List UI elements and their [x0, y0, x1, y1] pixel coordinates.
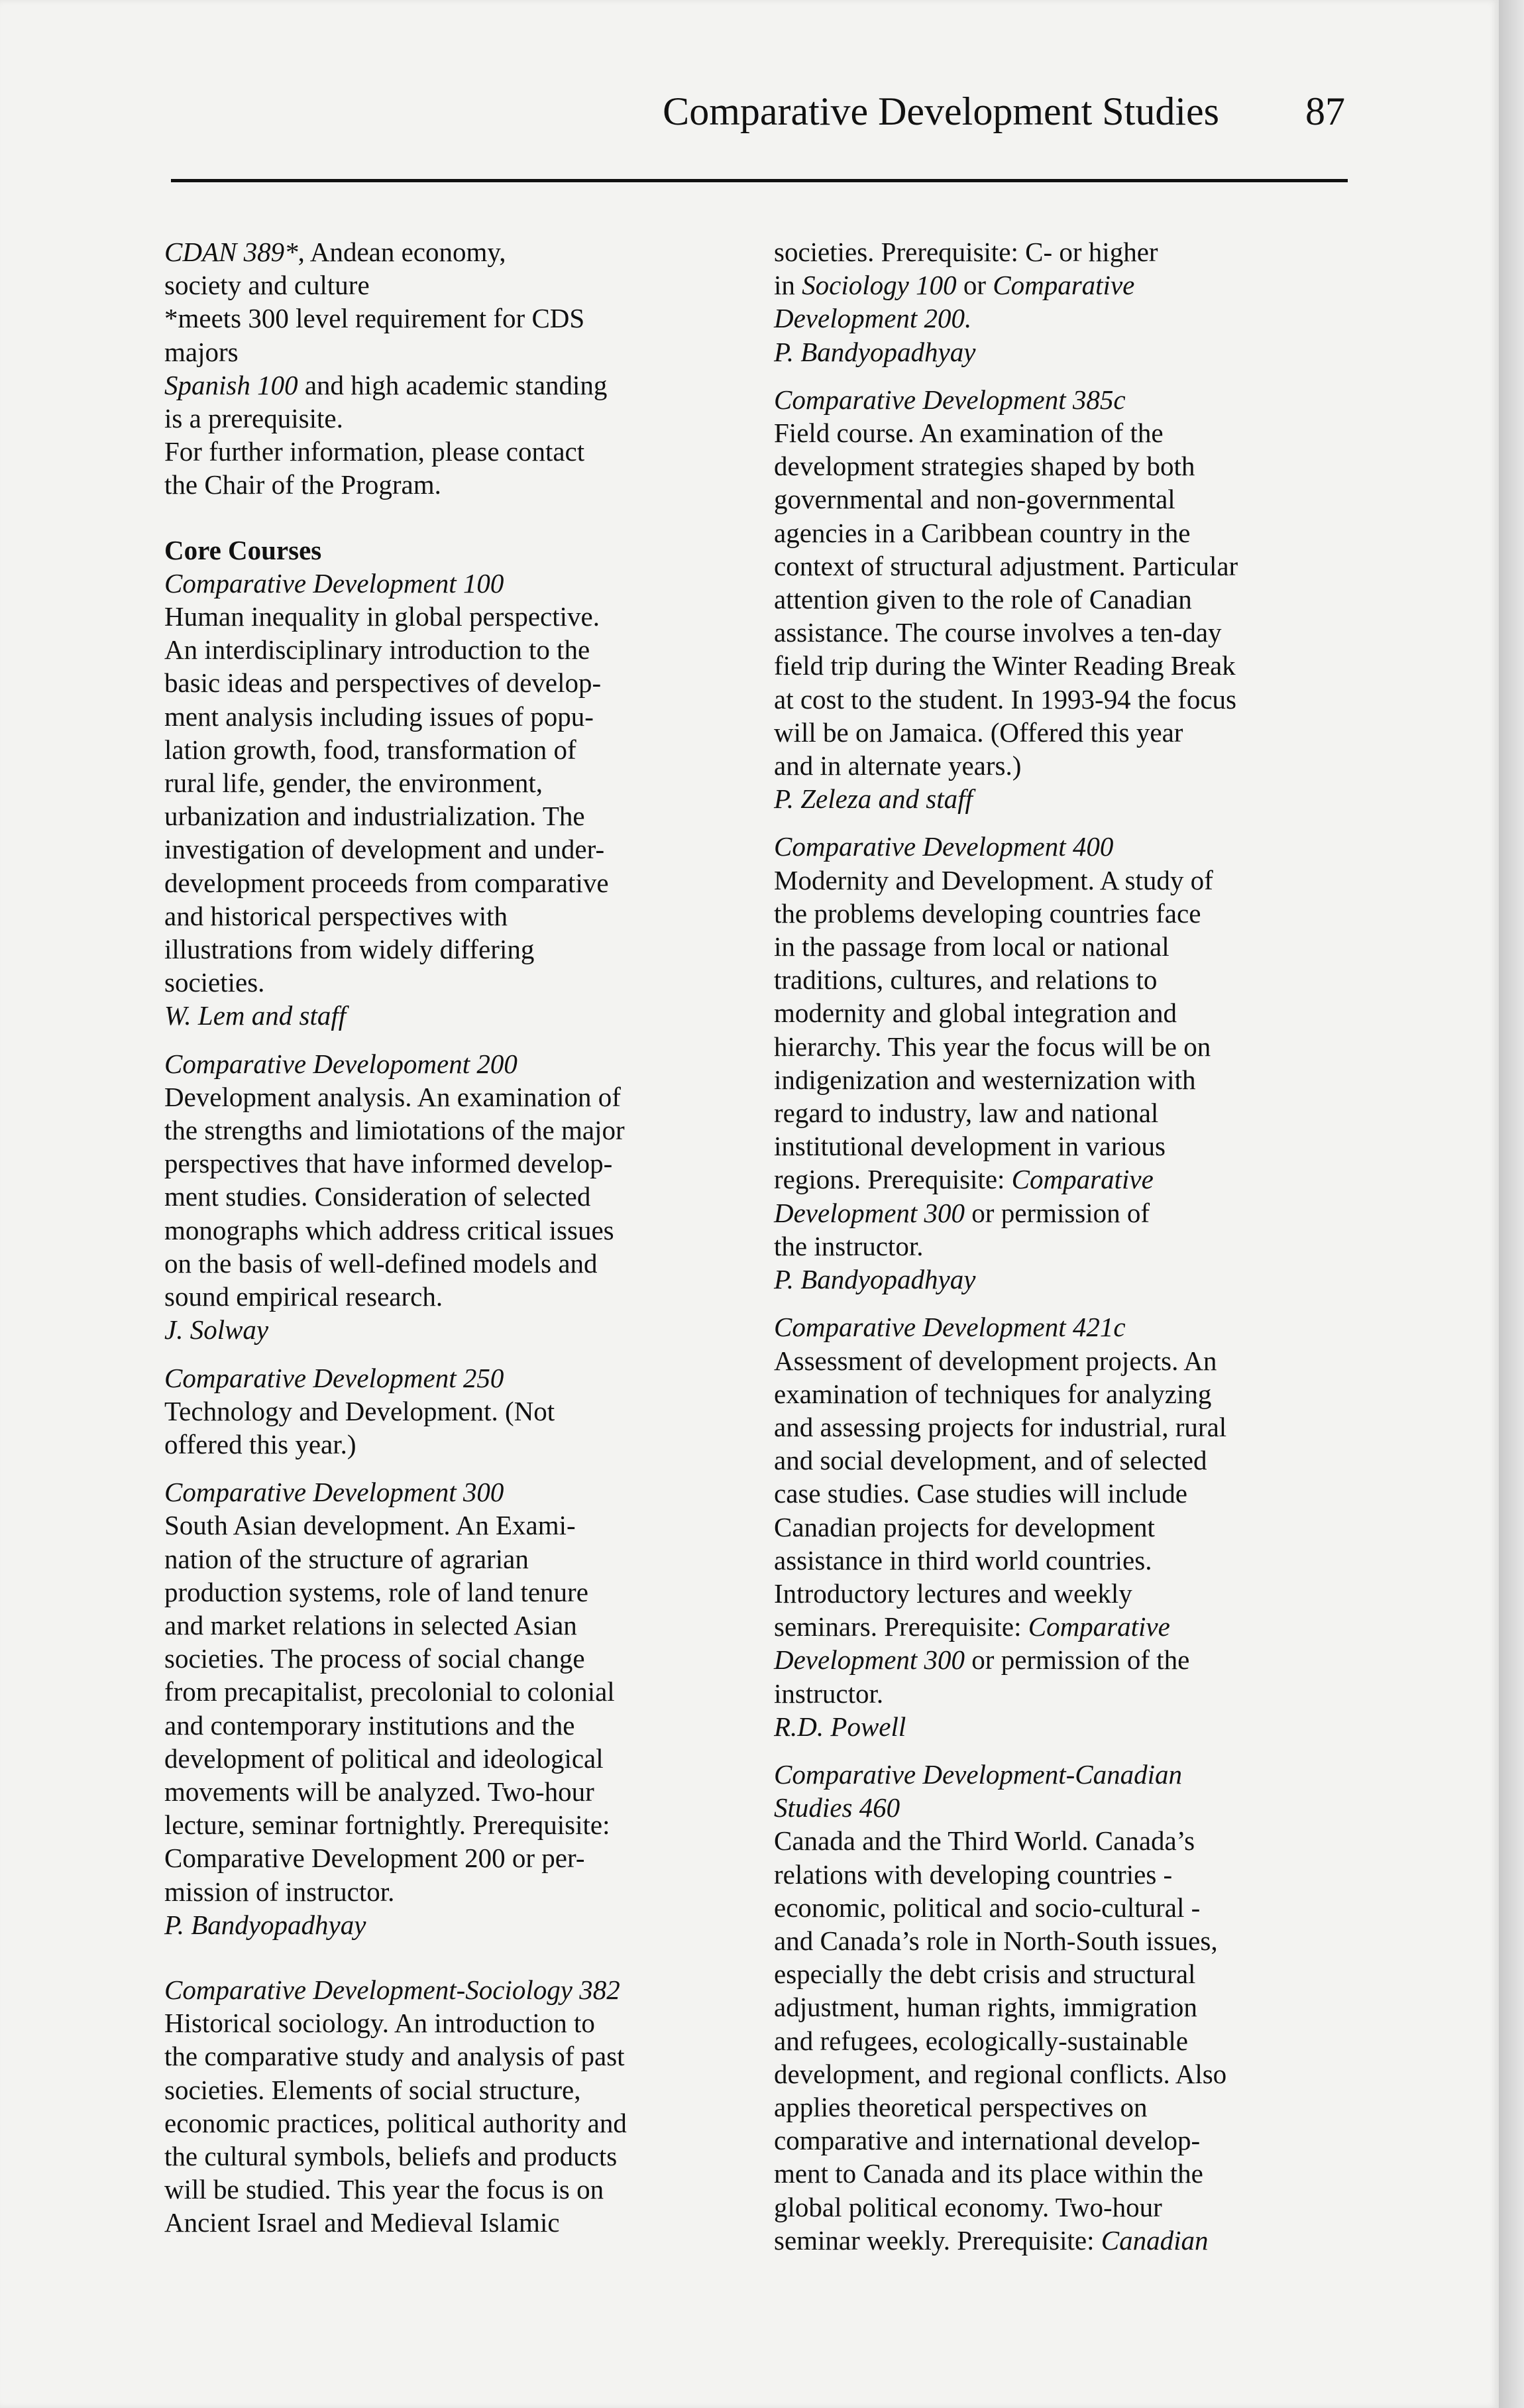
instructor: W. Lem and staff: [164, 1000, 347, 1031]
course-title: Comparative Developoment 200: [164, 1048, 517, 1079]
text-line: will be studied. This year the focus is on: [164, 2174, 604, 2205]
text-line: the Chair of the Program.: [164, 469, 441, 500]
text-line: societies. Elements of social structure,: [164, 2074, 581, 2105]
text-line: ment studies. Consideration of selected: [164, 1181, 591, 1212]
prereq-course: Development 300: [774, 1644, 965, 1676]
text-line: For further information, please contact: [164, 436, 585, 467]
text-line: perspectives that have informed develop-: [164, 1148, 613, 1179]
text-fragment: or: [956, 270, 993, 301]
text-fragment: regions. Prerequisite:: [774, 1164, 1012, 1195]
course-title: Comparative Development 400: [774, 831, 1114, 862]
text-line: Modernity and Development. A study of: [774, 864, 1213, 895]
text-line: Technology and Development. (Not: [164, 1395, 555, 1426]
text-fragment: seminar weekly. Prerequisite:: [774, 2224, 1101, 2256]
prereq-course: Comparative: [1011, 1164, 1154, 1195]
text-line: Comparative Development 200 or per-: [164, 1843, 585, 1874]
text-line: and market relations in selected Asian: [164, 1609, 577, 1640]
text-line: the comparative study and analysis of past: [164, 2041, 625, 2072]
text-line: in the passage from local or national: [774, 931, 1170, 962]
text-line: indigenization and westernization with: [774, 1064, 1196, 1095]
text-line: on the basis of well-defined models and: [164, 1247, 598, 1279]
text-line: South Asian development. An Exami-: [164, 1510, 576, 1541]
text-line: Field course. An examination of the: [774, 418, 1164, 449]
text-line: assistance. The course involves a ten-day: [774, 617, 1222, 648]
text-line: examination of techniques for analyzing: [774, 1378, 1212, 1409]
text-line: and in alternate years.): [774, 750, 1022, 781]
text-fragment: or permission of: [965, 1197, 1150, 1228]
text-fragment: and high academic standing: [298, 369, 608, 400]
course-code: CDAN 389*: [164, 237, 298, 267]
text-line: context of structural adjustment. Particular: [774, 550, 1238, 581]
text-line: at cost to the student. In 1993-94 the focus: [774, 683, 1237, 715]
text-line: the cultural symbols, beliefs and products: [164, 2140, 618, 2171]
text-line: case studies. Case studies will include: [774, 1478, 1187, 1509]
text-line: governmental and non-governmental: [774, 484, 1175, 515]
prereq-course: Spanish 100: [164, 369, 298, 400]
text-line: ment to Canada and its place within the: [774, 2158, 1203, 2189]
instructor: P. Bandyopadhyay: [774, 1264, 976, 1295]
text-line: will be on Jamaica. (Offered this year: [774, 717, 1183, 748]
text-fragment: in: [774, 270, 802, 301]
text-line: regard to industry, law and national: [774, 1098, 1159, 1129]
course-100: [164, 567, 747, 1033]
text-line: societies.: [164, 967, 265, 998]
text-line: *meets 300 level requirement for CDS: [164, 303, 585, 334]
prereq-course: Canadian: [1101, 2224, 1209, 2256]
text-line: global political economy. Two-hour: [774, 2191, 1162, 2222]
course-cdan-389: [164, 235, 747, 502]
text-line: societies. The process of social change: [164, 1643, 585, 1674]
text-line: modernity and global integration and: [774, 998, 1177, 1029]
text-line: urbanization and industrialization. The: [164, 801, 585, 832]
text-line: development, and regional conflicts. Also: [774, 2058, 1227, 2089]
text-line: and Canada’s role in North-South issues,: [774, 1925, 1218, 1956]
text-line: economic, political and socio-cultural -: [774, 1892, 1201, 1923]
course-382-continued: [774, 235, 1357, 369]
text-line: the strengths and limiotations of the major: [164, 1115, 625, 1146]
text-line: agencies in a Caribbean country in the: [774, 517, 1191, 548]
course-400: [774, 830, 1357, 1296]
text-line: and contemporary institutions and the: [164, 1709, 575, 1741]
text-line: and historical perspectives with: [164, 900, 508, 931]
course-460: [774, 1758, 1357, 2257]
header-rule: [171, 179, 1348, 182]
text-line: lecture, seminar fortnightly. Prerequisite:: [164, 1809, 610, 1841]
course-title: Comparative Development-Sociology 382: [164, 1974, 620, 2005]
text-line: lation growth, food, transformation of: [164, 734, 576, 765]
text-line: applies theoretical perspectives on: [774, 2091, 1148, 2122]
text-line: traditions, cultures, and relations to: [774, 964, 1158, 996]
text-line: Assessment of development projects. An: [774, 1345, 1217, 1376]
course-title: Comparative Development-Canadian: [774, 1758, 1183, 1790]
prereq-course: Comparative: [1028, 1611, 1170, 1642]
text-line: development strategies shaped by both: [774, 451, 1195, 482]
instructor: P. Bandyopadhyay: [774, 336, 976, 367]
text-line: and assessing projects for industrial, rural: [774, 1411, 1227, 1442]
instructor: P. Zeleza and staff: [774, 783, 973, 815]
course-title-cont: Studies 460: [774, 1792, 900, 1823]
course-title: Comparative Development 100: [164, 567, 504, 599]
text-line: An interdisciplinary introduction to the: [164, 634, 590, 665]
course-250: [164, 1361, 747, 1462]
course-421c: [774, 1310, 1357, 1743]
page-edge: [1499, 0, 1524, 2408]
text-line: monographs which address critical issues: [164, 1214, 614, 1245]
right-column: [774, 235, 1357, 2257]
text-line: comparative and international develop-: [774, 2125, 1201, 2156]
instructor: J. Solway: [164, 1314, 269, 1346]
text-line: the instructor.: [774, 1230, 924, 1261]
text-line: instructor.: [774, 1678, 884, 1709]
text-line: Introductory lectures and weekly: [774, 1577, 1132, 1609]
text-line: societies. Prerequisite: C- or higher: [774, 237, 1158, 267]
text-line: investigation of development and under-: [164, 834, 605, 865]
text-line: Ancient Israel and Medieval Islamic: [164, 2207, 560, 2238]
text-line: institutional development in various: [774, 1131, 1166, 1162]
text-line: economic practices, political authority and: [164, 2107, 627, 2138]
text-line: mission of instructor.: [164, 1876, 395, 1907]
course-385c: [774, 383, 1357, 816]
text-line: Development analysis. An examination of: [164, 1081, 621, 1112]
text-line: hierarchy. This year the focus will be on: [774, 1031, 1211, 1062]
instructor: P. Bandyopadhyay: [164, 1909, 366, 1940]
text-line: basic ideas and perspectives of develop-: [164, 667, 602, 699]
text-line: rural life, gender, the environment,: [164, 768, 543, 799]
header-title: Comparative Development Studies: [663, 89, 1219, 133]
text-fragment: seminars. Prerequisite:: [774, 1611, 1028, 1642]
text-line: development of political and ideological: [164, 1743, 604, 1774]
page-number: 87: [1305, 89, 1345, 133]
course-desc: , Andean economy,: [298, 237, 506, 267]
course-title: Comparative Development 250: [164, 1362, 504, 1393]
text-line: Canadian projects for development: [774, 1511, 1155, 1542]
left-column: [164, 235, 747, 2240]
text-line: assistance in third world countries.: [774, 1544, 1152, 1576]
text-line: offered this year.): [164, 1428, 356, 1460]
prereq-course: Development 200.: [774, 303, 972, 334]
course-title: Comparative Development 300: [164, 1477, 504, 1508]
prereq-course: Sociology 100: [802, 270, 957, 301]
prereq-course: Development 300: [774, 1197, 965, 1228]
text-line: relations with developing countries -: [774, 1859, 1173, 1890]
text-line: field trip during the Winter Reading Break: [774, 650, 1236, 681]
text-line: and social development, and of selected: [774, 1445, 1207, 1476]
text-line: production systems, role of land tenure: [164, 1576, 588, 1607]
text-line: ment analysis including issues of popu-: [164, 701, 594, 732]
text-line: sound empirical research.: [164, 1281, 443, 1312]
text-line: attention given to the role of Canadian: [774, 584, 1192, 615]
course-300: [164, 1475, 747, 1941]
instructor: R.D. Powell: [774, 1711, 906, 1742]
text-line: movements will be analyzed. Two-hour: [164, 1776, 594, 1807]
text-line: society and culture: [164, 270, 370, 301]
section-heading-core-courses: Core Courses: [164, 534, 322, 565]
course-382: [164, 1973, 747, 2240]
prereq-course: Comparative: [993, 270, 1135, 301]
text-line: nation of the structure of agrarian: [164, 1543, 529, 1574]
text-line: from precapitalist, precolonial to colonial: [164, 1676, 615, 1707]
text-line: Canada and the Third World. Canada’s: [774, 1825, 1195, 1857]
course-title: Comparative Development 421c: [774, 1312, 1126, 1343]
text-line: majors: [164, 336, 239, 367]
text-line: Historical sociology. An introduction to: [164, 2008, 595, 2039]
course-title: Comparative Development 385c: [774, 384, 1126, 415]
text-line: adjustment, human rights, immigration: [774, 1992, 1197, 2023]
text-line: is a prerequisite.: [164, 403, 343, 434]
course-200: [164, 1047, 747, 1347]
text-line: and refugees, ecologically-sustainable: [774, 2025, 1188, 2056]
text-line: especially the debt crisis and structural: [774, 1959, 1196, 1990]
text-line: development proceeds from comparative: [164, 867, 609, 898]
text-line: the problems developing countries face: [774, 897, 1201, 929]
text-line: illustrations from widely differing: [164, 934, 535, 965]
running-header: [172, 80, 1345, 146]
text-line: Human inequality in global perspective.: [164, 601, 600, 632]
text-fragment: or permission of the: [965, 1644, 1190, 1676]
